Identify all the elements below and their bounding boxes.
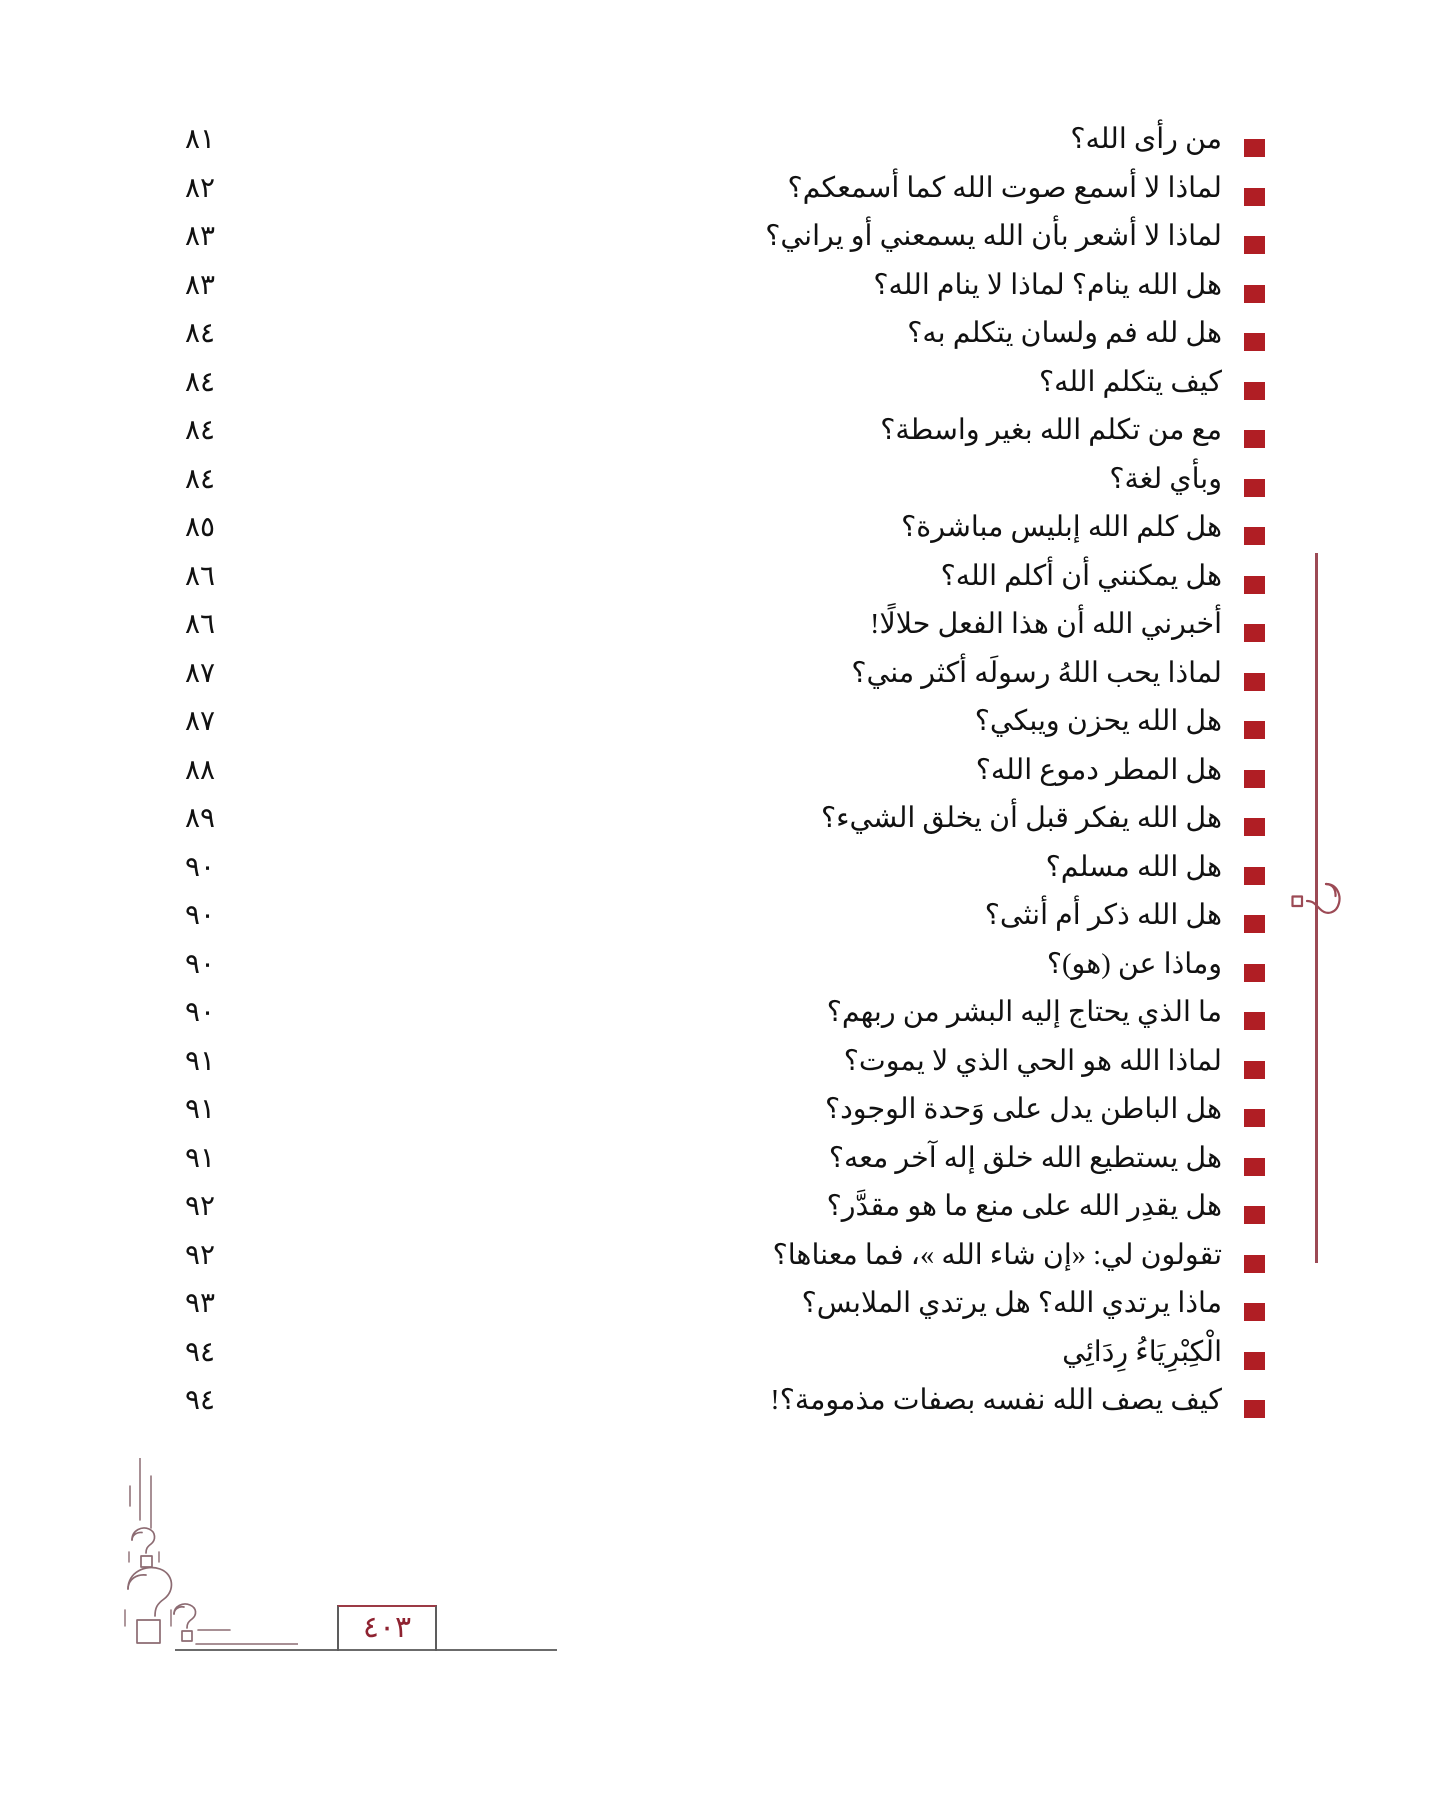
toc-entry[interactable] bbox=[185, 1290, 1265, 1339]
bullet-square-icon bbox=[1244, 236, 1265, 254]
bullet-square-icon bbox=[1244, 1255, 1265, 1273]
toc-entry-title[interactable]: لماذا يحب اللهُ رسولَه أكثر مني؟ bbox=[851, 657, 1222, 689]
toc-entry-title[interactable]: كيف يصف الله نفسه بصفات مذمومة؟! bbox=[770, 1385, 1222, 1416]
toc-entry-title[interactable]: هل الله ذكر أم أنثى؟ bbox=[984, 900, 1222, 931]
toc-entry[interactable] bbox=[185, 657, 1265, 709]
toc-entry[interactable] bbox=[185, 126, 1265, 175]
toc-entry[interactable] bbox=[185, 754, 1265, 806]
toc-entry-page-number[interactable]: ٨٣ bbox=[185, 269, 216, 301]
toc-entry-title[interactable]: هل يقدِر الله على منع ما هو مقدَّر؟ bbox=[826, 1191, 1222, 1222]
bullet-square-icon bbox=[1244, 624, 1265, 642]
bullet-square-icon bbox=[1244, 1352, 1265, 1370]
toc-entry-page-number[interactable]: ٨٢ bbox=[185, 172, 216, 204]
toc-entry[interactable] bbox=[185, 1045, 1265, 1097]
toc-entry-title[interactable]: كيف يتكلم الله؟ bbox=[1038, 366, 1222, 398]
toc-entry[interactable] bbox=[185, 463, 1265, 515]
toc-entry-page-number[interactable]: ٩٢ bbox=[185, 1191, 216, 1222]
toc-entry[interactable] bbox=[185, 417, 1265, 466]
question-mark-ornament-icon bbox=[1284, 868, 1350, 934]
toc-entry-page-number[interactable]: ٨٧ bbox=[185, 657, 216, 689]
toc-entry[interactable] bbox=[185, 1142, 1265, 1194]
toc-entry[interactable] bbox=[185, 948, 1265, 1000]
toc-entry-title[interactable]: هل يمكنني أن أكلم الله؟ bbox=[940, 560, 1222, 592]
toc-entry-page-number[interactable]: ٨٤ bbox=[185, 318, 216, 349]
bullet-square-icon bbox=[1244, 915, 1265, 933]
bullet-square-icon bbox=[1244, 721, 1265, 739]
toc-entry-title[interactable]: هل المطر دموع الله؟ bbox=[975, 754, 1222, 786]
toc-entry-title[interactable]: هل الله يحزن ويبكي؟ bbox=[974, 706, 1222, 737]
toc-entry[interactable] bbox=[185, 1336, 1265, 1388]
bullet-square-icon bbox=[1244, 479, 1265, 497]
corner-question-mark-ornament-icon bbox=[118, 1458, 298, 1658]
toc-entry-page-number[interactable]: ٨٤ bbox=[185, 463, 216, 495]
toc-entry-page-number[interactable]: ٩١ bbox=[185, 1094, 216, 1125]
toc-entry[interactable] bbox=[185, 320, 1265, 369]
toc-entry[interactable] bbox=[185, 514, 1265, 563]
toc-entry-page-number[interactable]: ٨٦ bbox=[185, 609, 216, 640]
bullet-square-icon bbox=[1244, 527, 1265, 545]
toc-entry-title[interactable]: أخبرني الله أن هذا الفعل حلالًا! bbox=[870, 609, 1222, 640]
toc-entry-title[interactable]: ماذا يرتدي الله؟ هل يرتدي الملابس؟ bbox=[801, 1288, 1222, 1319]
toc-entry-title[interactable]: هل الله ينام؟ لماذا لا ينام الله؟ bbox=[873, 269, 1222, 301]
toc-entry-page-number[interactable]: ٨٤ bbox=[185, 366, 216, 398]
toc-entry-title[interactable]: الْكِبْرِيَاءُ رِدَائِي bbox=[1062, 1336, 1222, 1368]
toc-entry[interactable] bbox=[185, 999, 1265, 1048]
page-number: ٤٠٣ bbox=[362, 1611, 412, 1644]
toc-entry-title[interactable]: ما الذي يحتاج إليه البشر من ربهم؟ bbox=[826, 997, 1222, 1028]
toc-entry-page-number[interactable]: ٨٤ bbox=[185, 415, 216, 446]
toc-entry-title[interactable]: هل لله فم ولسان يتكلم به؟ bbox=[907, 318, 1222, 349]
toc-entry-title[interactable]: وماذا عن (هو)؟ bbox=[1046, 948, 1222, 980]
bullet-square-icon bbox=[1244, 188, 1265, 206]
bullet-square-icon bbox=[1244, 673, 1265, 691]
bullet-square-icon bbox=[1244, 1303, 1265, 1321]
toc-entry-title[interactable]: هل الباطن يدل على وَحدة الوجود؟ bbox=[824, 1094, 1222, 1125]
toc-entry-title[interactable]: هل يستطيع الله خلق إله آخر معه؟ bbox=[828, 1142, 1222, 1174]
toc-entry-page-number[interactable]: ٩١ bbox=[185, 1045, 216, 1077]
bullet-square-icon bbox=[1244, 964, 1265, 982]
toc-entry[interactable] bbox=[185, 560, 1265, 612]
bullet-square-icon bbox=[1244, 770, 1265, 788]
bullet-square-icon bbox=[1244, 1158, 1265, 1176]
toc-entry-page-number[interactable]: ٨١ bbox=[185, 124, 216, 155]
toc-entry[interactable] bbox=[185, 223, 1265, 272]
bullet-square-icon bbox=[1244, 1206, 1265, 1224]
toc-entry[interactable] bbox=[185, 1193, 1265, 1242]
toc-entry-page-number[interactable]: ٩٠ bbox=[185, 997, 216, 1028]
toc-entry[interactable] bbox=[185, 902, 1265, 951]
toc-entry[interactable] bbox=[185, 172, 1265, 224]
toc-entry-page-number[interactable]: ٨٣ bbox=[185, 221, 216, 252]
toc-entry-title[interactable]: هل كلم الله إبليس مباشرة؟ bbox=[901, 512, 1222, 543]
toc-entry[interactable] bbox=[185, 269, 1265, 321]
bullet-square-icon bbox=[1244, 818, 1265, 836]
toc-entry[interactable] bbox=[185, 1239, 1265, 1291]
bullet-square-icon bbox=[1244, 285, 1265, 303]
toc-entry-page-number[interactable]: ٨٩ bbox=[185, 803, 216, 834]
footer-rule-right bbox=[437, 1649, 557, 1651]
toc-entry[interactable] bbox=[185, 366, 1265, 418]
toc-entry-title[interactable]: مع من تكلم الله بغير واسطة؟ bbox=[880, 415, 1222, 446]
toc-entry-page-number[interactable]: ٩٠ bbox=[185, 948, 216, 980]
bullet-square-icon bbox=[1244, 1012, 1265, 1030]
toc-entry-page-number[interactable]: ٨٦ bbox=[185, 560, 216, 592]
toc-entry-page-number[interactable]: ٩٠ bbox=[185, 851, 216, 883]
toc-entry[interactable] bbox=[185, 851, 1265, 903]
toc-entry-page-number[interactable]: ٩٣ bbox=[185, 1288, 216, 1319]
toc-entry-page-number[interactable]: ٩١ bbox=[185, 1142, 216, 1174]
toc-entry-page-number[interactable]: ٩٠ bbox=[185, 900, 216, 931]
bullet-square-icon bbox=[1244, 1109, 1265, 1127]
toc-entry[interactable] bbox=[185, 1387, 1265, 1436]
toc-entry-page-number[interactable]: ٨٧ bbox=[185, 706, 216, 737]
toc-entry-title[interactable]: هل الله مسلم؟ bbox=[1045, 851, 1222, 883]
bullet-square-icon bbox=[1244, 430, 1265, 448]
toc-entry-page-number[interactable]: ٩٤ bbox=[185, 1385, 216, 1416]
bullet-square-icon bbox=[1244, 382, 1265, 400]
table-of-contents bbox=[185, 126, 1265, 1436]
toc-entry[interactable] bbox=[185, 611, 1265, 660]
toc-entry-title[interactable]: لماذا لا أشعر بأن الله يسمعني أو يراني؟ bbox=[765, 221, 1222, 252]
toc-entry-title[interactable]: لماذا الله هو الحي الذي لا يموت؟ bbox=[843, 1045, 1222, 1077]
toc-entry-page-number[interactable]: ٨٥ bbox=[185, 512, 216, 543]
toc-entry[interactable] bbox=[185, 708, 1265, 757]
toc-entry-page-number[interactable]: ٨٨ bbox=[185, 754, 216, 786]
bullet-square-icon bbox=[1244, 1400, 1265, 1418]
toc-entry-title[interactable]: وبأي لغة؟ bbox=[1109, 463, 1222, 495]
bullet-square-icon bbox=[1244, 576, 1265, 594]
toc-entry-title[interactable]: هل الله يفكر قبل أن يخلق الشيء؟ bbox=[821, 803, 1222, 834]
bullet-square-icon bbox=[1244, 867, 1265, 885]
toc-entry-title[interactable]: تقولون لي: «إن شاء الله »، فما معناها؟ bbox=[772, 1239, 1222, 1271]
toc-entry-title[interactable]: من رأى الله؟ bbox=[1070, 124, 1222, 155]
toc-entry-page-number[interactable]: ٩٢ bbox=[185, 1239, 216, 1271]
toc-entry-page-number[interactable]: ٩٤ bbox=[185, 1336, 216, 1368]
bullet-square-icon bbox=[1244, 1061, 1265, 1079]
bullet-square-icon bbox=[1244, 333, 1265, 351]
toc-entry[interactable] bbox=[185, 805, 1265, 854]
toc-entry[interactable] bbox=[185, 1096, 1265, 1145]
bullet-square-icon bbox=[1244, 139, 1265, 157]
toc-entry-title[interactable]: لماذا لا أسمع صوت الله كما أسمعكم؟ bbox=[787, 172, 1222, 204]
